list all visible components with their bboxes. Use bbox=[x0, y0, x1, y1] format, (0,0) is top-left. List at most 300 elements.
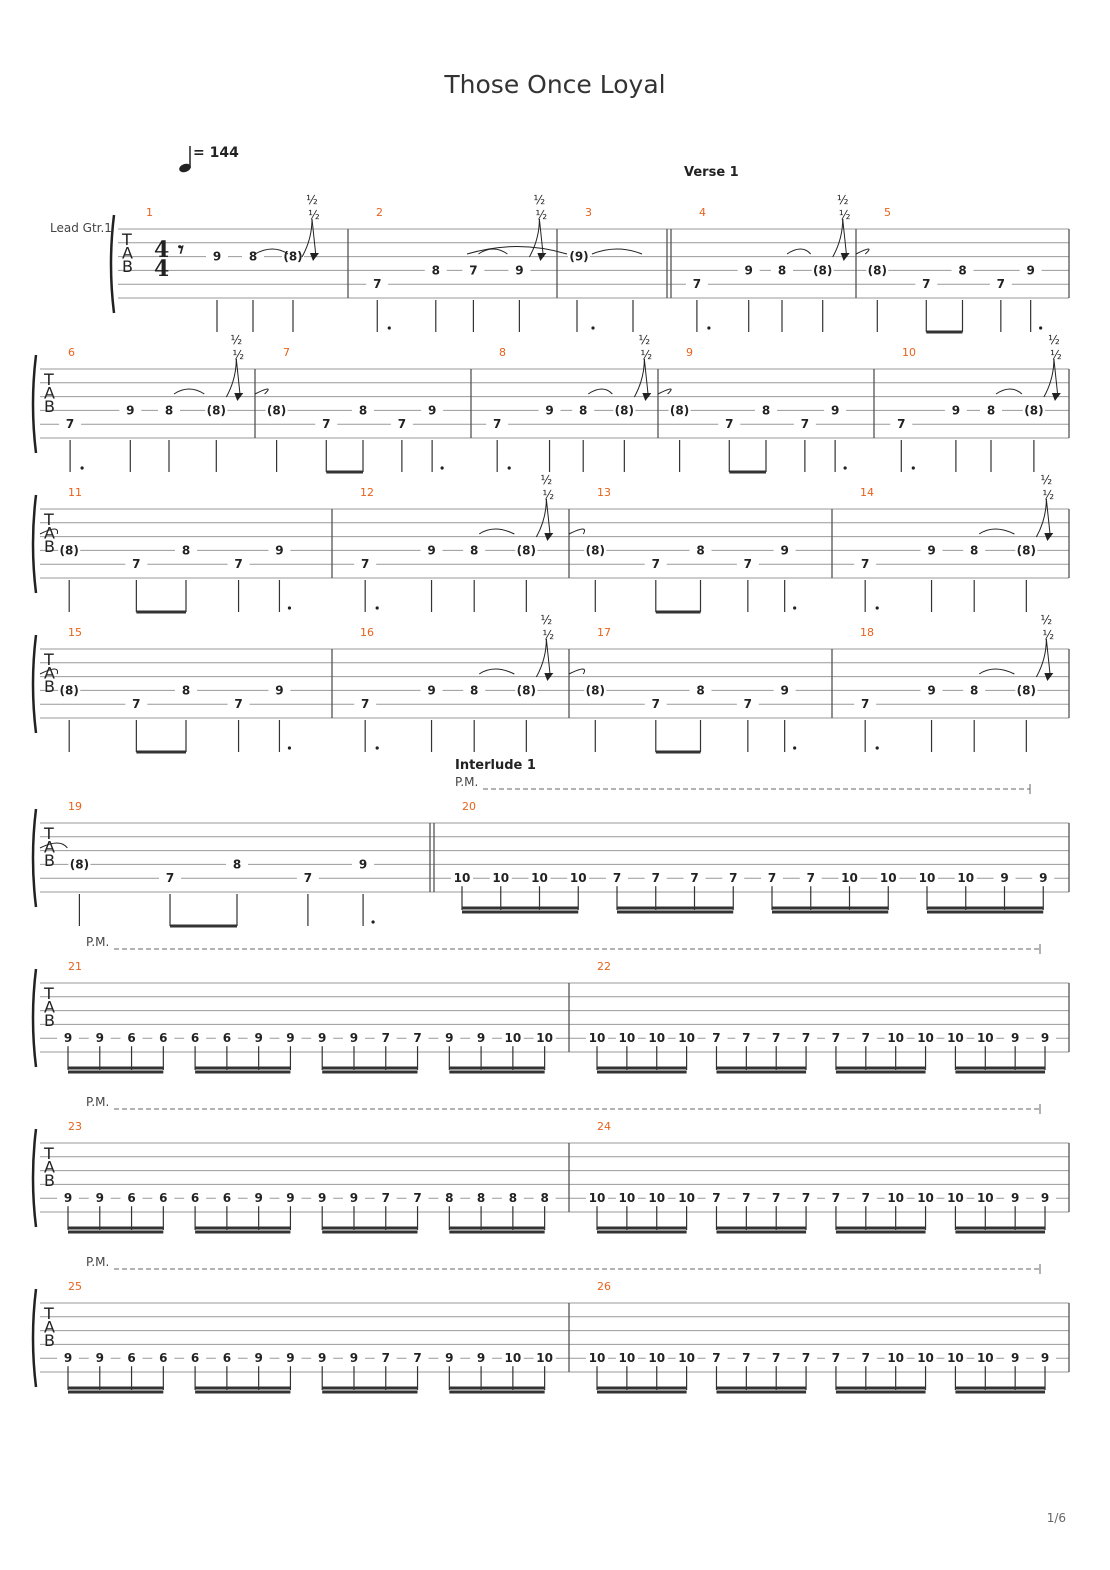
tab-clef-letter: A bbox=[122, 243, 133, 263]
dot bbox=[876, 746, 879, 749]
fret-number: 8 bbox=[540, 1191, 549, 1206]
bend-amount: ½ bbox=[540, 613, 553, 627]
fret-number: 10 bbox=[678, 1191, 695, 1206]
dot bbox=[508, 466, 511, 469]
fret-number: 7 bbox=[397, 417, 407, 432]
fret-number: 7 bbox=[742, 1031, 751, 1046]
fret-number: 10 bbox=[917, 1351, 934, 1366]
fret-number: 9 bbox=[1040, 1351, 1050, 1366]
fret-number: 9 bbox=[1040, 1031, 1050, 1046]
measure-number: 19 bbox=[68, 800, 82, 813]
fret-number: 7 bbox=[361, 557, 370, 572]
measure-number: 21 bbox=[68, 960, 82, 973]
fret-number: 10 bbox=[947, 1191, 964, 1206]
tab-clef-letter: A bbox=[44, 383, 55, 403]
fret-number: 9 bbox=[286, 1351, 295, 1366]
fret-number: 9 bbox=[1000, 871, 1009, 886]
fret-number: 8 bbox=[181, 683, 191, 698]
palm-mute-label: P.M. bbox=[86, 935, 110, 949]
bend-amount: ½ bbox=[230, 333, 243, 347]
fret-number: 7 bbox=[742, 1191, 751, 1206]
fret-number: 7 bbox=[651, 557, 660, 572]
tie bbox=[569, 669, 585, 674]
bend-curve bbox=[536, 499, 546, 537]
tie bbox=[856, 249, 869, 254]
track-label: Lead Gtr.1 bbox=[50, 221, 112, 235]
fret-number: 9 bbox=[95, 1031, 104, 1046]
fret-number: 8 bbox=[579, 403, 588, 418]
fret-number: 9 bbox=[254, 1351, 263, 1366]
fret-number: 9 bbox=[275, 683, 284, 698]
tie bbox=[255, 389, 268, 394]
fret-number: 9 bbox=[126, 403, 135, 418]
fret-number: (9) bbox=[569, 249, 589, 264]
measure-number: 26 bbox=[597, 1280, 611, 1293]
tab-clef-letter: B bbox=[44, 677, 55, 696]
release-curve bbox=[843, 219, 847, 257]
bend-curve bbox=[833, 219, 843, 257]
measure-number: 18 bbox=[860, 626, 874, 639]
fret-number: 10 bbox=[504, 1351, 522, 1366]
dot bbox=[1039, 326, 1042, 329]
fret-number: 9 bbox=[445, 1031, 454, 1046]
measure-number: 4 bbox=[699, 206, 706, 219]
fret-number: 8 bbox=[164, 403, 174, 418]
measure-number: 2 bbox=[376, 206, 383, 219]
fret-number: 9 bbox=[254, 1191, 263, 1206]
fret-number: (8) bbox=[69, 857, 90, 872]
fret-number: 7 bbox=[493, 417, 502, 432]
fret-number: 10 bbox=[618, 1191, 636, 1206]
tab-clef-letter: A bbox=[44, 523, 55, 543]
fret-number: 6 bbox=[127, 1031, 136, 1046]
bend-amount: ½ bbox=[306, 193, 318, 207]
dot bbox=[376, 606, 379, 609]
dot bbox=[793, 746, 796, 749]
measure-number: 7 bbox=[283, 346, 290, 359]
fret-number: 10 bbox=[917, 1031, 934, 1046]
tab-clef-letter: T bbox=[44, 984, 54, 1003]
tie bbox=[658, 389, 671, 394]
fret-number: 10 bbox=[887, 1351, 905, 1366]
fret-number: 9 bbox=[545, 403, 554, 418]
measure-number: 14 bbox=[860, 486, 874, 499]
fret-number: 10 bbox=[588, 1351, 606, 1366]
bend-amount-small: ½ bbox=[542, 488, 555, 502]
dot bbox=[441, 466, 444, 469]
fret-number: 6 bbox=[159, 1351, 168, 1366]
fret-number: 8 bbox=[508, 1191, 518, 1206]
fret-number: 7 bbox=[729, 871, 738, 886]
fret-number: 7 bbox=[996, 277, 1006, 292]
tab-clef-letter: A bbox=[44, 837, 55, 857]
fret-number: 8 bbox=[986, 403, 996, 418]
fret-number: 10 bbox=[678, 1351, 695, 1366]
fret-number: 9 bbox=[286, 1031, 295, 1046]
rest-symbol: 𝄾 bbox=[178, 237, 184, 263]
tab-clef-letter: A bbox=[44, 1317, 55, 1337]
fret-number: 8 bbox=[248, 249, 258, 264]
bend-curve bbox=[634, 359, 644, 397]
release-curve bbox=[236, 359, 240, 397]
system-brace bbox=[33, 809, 36, 907]
fret-number: 8 bbox=[958, 263, 967, 278]
system-brace bbox=[33, 635, 36, 733]
dot bbox=[81, 466, 84, 469]
fret-number: 9 bbox=[358, 857, 368, 872]
system-brace bbox=[33, 1289, 36, 1387]
fret-number: 10 bbox=[887, 1031, 905, 1046]
bend-amount-small: ½ bbox=[232, 348, 245, 362]
fret-number: 9 bbox=[63, 1191, 73, 1206]
fret-number: 7 bbox=[712, 1191, 721, 1206]
bend-amount: ½ bbox=[1040, 473, 1053, 487]
tab-clef-letter: A bbox=[44, 663, 55, 683]
fret-number: 7 bbox=[132, 697, 141, 712]
bend-amount: ½ bbox=[1048, 333, 1060, 347]
fret-number: (8) bbox=[1024, 403, 1044, 418]
system-brace bbox=[33, 495, 36, 593]
fret-number: (8) bbox=[1016, 543, 1037, 558]
fret-number: (8) bbox=[669, 403, 690, 418]
fret-number: 9 bbox=[830, 403, 840, 418]
fret-number: 7 bbox=[361, 697, 370, 712]
bend-curve bbox=[1036, 499, 1046, 537]
fret-number: 9 bbox=[318, 1191, 327, 1206]
fret-number: 9 bbox=[254, 1031, 263, 1046]
fret-number: 9 bbox=[318, 1031, 327, 1046]
measure-number: 15 bbox=[68, 626, 82, 639]
fret-number: 10 bbox=[492, 871, 510, 886]
bend-amount-small: ½ bbox=[640, 348, 653, 362]
tie bbox=[592, 249, 642, 254]
dot bbox=[793, 606, 796, 609]
fret-number: 7 bbox=[806, 871, 815, 886]
bend-amount: ½ bbox=[638, 333, 651, 347]
tab-clef-letter: B bbox=[44, 851, 55, 870]
tab-clef-letter: B bbox=[44, 397, 55, 416]
fret-number: (8) bbox=[516, 543, 537, 558]
fret-number: 7 bbox=[413, 1031, 422, 1046]
dot bbox=[388, 326, 391, 329]
bend-amount-small: ½ bbox=[542, 628, 555, 642]
tab-clef-letter: T bbox=[44, 370, 54, 389]
measure-number: 3 bbox=[585, 206, 592, 219]
fret-number: 7 bbox=[651, 871, 660, 886]
fret-number: 7 bbox=[767, 871, 777, 886]
tab-clef-letter: B bbox=[44, 1331, 55, 1350]
measure-number: 8 bbox=[499, 346, 506, 359]
fret-number: (8) bbox=[867, 263, 887, 278]
fret-number: 10 bbox=[957, 871, 975, 886]
fret-number: 6 bbox=[127, 1351, 136, 1366]
release-curve bbox=[312, 219, 316, 257]
dot bbox=[912, 466, 915, 469]
fret-number: 10 bbox=[887, 1191, 905, 1206]
fret-number: 9 bbox=[1010, 1031, 1020, 1046]
fret-number: 9 bbox=[427, 683, 436, 698]
fret-number: 7 bbox=[772, 1031, 781, 1046]
fret-number: 9 bbox=[1039, 871, 1048, 886]
fret-number: (8) bbox=[206, 403, 226, 418]
fret-number: 7 bbox=[831, 1031, 841, 1046]
fret-number: 9 bbox=[318, 1351, 327, 1366]
fret-number: 10 bbox=[917, 1191, 934, 1206]
fret-number: 10 bbox=[841, 871, 858, 886]
measure-number: 5 bbox=[884, 206, 891, 219]
bend-amount-small: ½ bbox=[535, 208, 548, 222]
palm-mute-label: P.M. bbox=[86, 1255, 110, 1269]
bend-amount: ½ bbox=[1040, 613, 1053, 627]
fret-number: 7 bbox=[303, 871, 313, 886]
measure-number: 12 bbox=[360, 486, 374, 499]
fret-number: 8 bbox=[181, 543, 191, 558]
fret-number: 6 bbox=[159, 1031, 168, 1046]
fret-number: 9 bbox=[275, 543, 284, 558]
fret-number: 10 bbox=[504, 1031, 522, 1046]
tie bbox=[467, 247, 567, 255]
fret-number: 7 bbox=[801, 1191, 811, 1206]
fret-number: 10 bbox=[648, 1191, 666, 1206]
system-brace bbox=[33, 969, 36, 1067]
fret-number: 6 bbox=[190, 1031, 200, 1046]
bend-curve bbox=[1036, 639, 1046, 677]
fret-number: 9 bbox=[744, 263, 753, 278]
tie bbox=[569, 529, 585, 534]
dot bbox=[876, 606, 879, 609]
dot bbox=[844, 466, 847, 469]
fret-number: 6 bbox=[222, 1351, 232, 1366]
fret-number: 8 bbox=[358, 403, 368, 418]
fret-number: 8 bbox=[470, 683, 479, 698]
fret-number: 7 bbox=[861, 1191, 870, 1206]
fret-number: 8 bbox=[761, 403, 771, 418]
measure-number: 11 bbox=[68, 486, 82, 499]
bend-curve bbox=[1044, 359, 1054, 397]
fret-number: 9 bbox=[780, 543, 789, 558]
tab-clef-letter: A bbox=[44, 1157, 55, 1177]
slur bbox=[479, 669, 514, 674]
fret-number: 7 bbox=[743, 697, 753, 712]
system-brace bbox=[33, 1129, 36, 1227]
slur bbox=[996, 389, 1022, 394]
system-brace bbox=[111, 215, 114, 313]
fret-number: 8 bbox=[232, 857, 242, 872]
fret-number: 10 bbox=[618, 1351, 636, 1366]
system-brace bbox=[33, 355, 36, 453]
tab-clef-letter: A bbox=[44, 997, 55, 1017]
fret-number: 7 bbox=[922, 277, 931, 292]
fret-number: 7 bbox=[65, 417, 75, 432]
fret-number: 7 bbox=[612, 871, 622, 886]
fret-number: 9 bbox=[349, 1351, 359, 1366]
release-curve bbox=[1046, 639, 1050, 677]
fret-number: (8) bbox=[585, 543, 605, 558]
fret-number: 7 bbox=[742, 1351, 751, 1366]
fret-number: 9 bbox=[63, 1031, 73, 1046]
fret-number: 10 bbox=[588, 1031, 606, 1046]
bend-curve bbox=[529, 219, 539, 257]
release-curve bbox=[546, 499, 550, 537]
fret-number: 10 bbox=[536, 1031, 553, 1046]
fret-number: 7 bbox=[772, 1191, 781, 1206]
fret-number: 8 bbox=[696, 683, 705, 698]
measure-number: 25 bbox=[68, 1280, 82, 1293]
fret-number: 7 bbox=[381, 1031, 390, 1046]
dot bbox=[371, 920, 374, 923]
time-signature-bottom: 4 bbox=[154, 256, 170, 282]
fret-number: 9 bbox=[212, 249, 222, 264]
fret-number: 7 bbox=[801, 1031, 811, 1046]
fret-number: 7 bbox=[712, 1031, 721, 1046]
measure-number: 17 bbox=[597, 626, 611, 639]
fret-number: 7 bbox=[831, 1351, 841, 1366]
fret-number: 7 bbox=[725, 417, 734, 432]
bend-curve bbox=[226, 359, 236, 397]
fret-number: 6 bbox=[222, 1191, 232, 1206]
fret-number: 6 bbox=[222, 1031, 232, 1046]
fret-number: (8) bbox=[59, 543, 79, 558]
dot bbox=[591, 326, 594, 329]
bend-amount-small: ½ bbox=[838, 208, 851, 222]
fret-number: 6 bbox=[190, 1191, 200, 1206]
fret-number: 8 bbox=[476, 1191, 486, 1206]
fret-number: 7 bbox=[861, 557, 870, 572]
fret-number: 9 bbox=[1026, 263, 1035, 278]
fret-number: 10 bbox=[453, 871, 471, 886]
bend-amount: ½ bbox=[540, 473, 553, 487]
section-label-interlude: Interlude 1 bbox=[455, 758, 536, 773]
fret-number: 9 bbox=[927, 543, 936, 558]
slur bbox=[588, 389, 612, 394]
release-curve bbox=[1054, 359, 1058, 397]
fret-number: 10 bbox=[976, 1191, 994, 1206]
fret-number: 7 bbox=[413, 1191, 422, 1206]
bend-amount-small: ½ bbox=[308, 208, 320, 222]
fret-number: 10 bbox=[648, 1031, 666, 1046]
fret-number: 7 bbox=[373, 277, 382, 292]
section-label-verse: Verse 1 bbox=[684, 165, 739, 180]
tab-clef-letter: T bbox=[122, 230, 132, 249]
fret-number: 9 bbox=[515, 263, 524, 278]
fret-number: 7 bbox=[651, 697, 660, 712]
bend-amount-small: ½ bbox=[1042, 628, 1055, 642]
fret-number: 8 bbox=[431, 263, 440, 278]
measure-number: 23 bbox=[68, 1120, 82, 1133]
fret-number: 7 bbox=[861, 1031, 870, 1046]
measure-number: 13 bbox=[597, 486, 611, 499]
fret-number: 10 bbox=[879, 871, 897, 886]
fret-number: 7 bbox=[743, 557, 753, 572]
tab-clef-letter: T bbox=[44, 650, 54, 669]
measure-number: 10 bbox=[902, 346, 916, 359]
slur bbox=[979, 669, 1014, 674]
slur bbox=[787, 249, 811, 254]
measure-number: 6 bbox=[68, 346, 75, 359]
fret-number: 10 bbox=[569, 871, 587, 886]
fret-number: 7 bbox=[322, 417, 331, 432]
tab-clef-letter: T bbox=[44, 824, 54, 843]
fret-number: 7 bbox=[469, 263, 478, 278]
fret-number: 7 bbox=[861, 697, 870, 712]
palm-mute-label: P.M. bbox=[455, 775, 479, 789]
fret-number: 9 bbox=[63, 1351, 73, 1366]
slur bbox=[479, 529, 514, 534]
palm-mute-label: P.M. bbox=[86, 1095, 110, 1109]
fret-number: 7 bbox=[801, 1351, 811, 1366]
fret-number: 8 bbox=[970, 543, 979, 558]
tab-clef-letter: B bbox=[122, 257, 133, 276]
dot bbox=[288, 606, 291, 609]
dot bbox=[707, 326, 710, 329]
bend-amount-small: ½ bbox=[1042, 488, 1055, 502]
release-curve bbox=[1046, 499, 1050, 537]
tab-clef-letter: T bbox=[44, 1304, 54, 1323]
release-curve bbox=[644, 359, 648, 397]
fret-number: 10 bbox=[531, 871, 548, 886]
tab-clef-letter: B bbox=[44, 537, 55, 556]
fret-number: (8) bbox=[1016, 683, 1037, 698]
bend-amount: ½ bbox=[836, 193, 849, 207]
fret-number: 7 bbox=[165, 871, 175, 886]
fret-number: 7 bbox=[132, 557, 141, 572]
fret-number: 10 bbox=[947, 1031, 964, 1046]
fret-number: 10 bbox=[618, 1031, 636, 1046]
fret-number: 9 bbox=[476, 1351, 486, 1366]
song-title: Those Once Loyal bbox=[444, 70, 666, 99]
measure-number: 9 bbox=[686, 346, 693, 359]
tab-clef-letter: T bbox=[44, 1144, 54, 1163]
release-curve bbox=[539, 219, 543, 257]
measure-number: 1 bbox=[146, 206, 153, 219]
fret-number: 9 bbox=[1010, 1191, 1020, 1206]
fret-number: 8 bbox=[696, 543, 705, 558]
measure-number: 16 bbox=[360, 626, 374, 639]
measure-number: 20 bbox=[462, 800, 476, 813]
fret-number: 7 bbox=[831, 1191, 841, 1206]
tab-clef-letter: B bbox=[44, 1171, 55, 1190]
fret-number: 6 bbox=[159, 1191, 168, 1206]
time-signature-top: 4 bbox=[154, 237, 170, 263]
fret-number: 10 bbox=[536, 1351, 553, 1366]
fret-number: 9 bbox=[780, 683, 789, 698]
fret-number: 7 bbox=[897, 417, 906, 432]
bend-curve bbox=[536, 639, 546, 677]
fret-number: 10 bbox=[648, 1351, 666, 1366]
fret-number: 7 bbox=[234, 557, 243, 572]
fret-number: 7 bbox=[861, 1351, 870, 1366]
fret-number: 10 bbox=[976, 1031, 994, 1046]
fret-number: 10 bbox=[947, 1351, 964, 1366]
bend-amount: ½ bbox=[533, 193, 546, 207]
fret-number: (8) bbox=[516, 683, 537, 698]
fret-number: (8) bbox=[813, 263, 833, 278]
fret-number: 7 bbox=[234, 697, 243, 712]
fret-number: 9 bbox=[951, 403, 961, 418]
fret-number: (8) bbox=[614, 403, 635, 418]
dot bbox=[376, 746, 379, 749]
tab-clef-letter: T bbox=[44, 510, 54, 529]
slur bbox=[979, 529, 1014, 534]
fret-number: 7 bbox=[690, 871, 699, 886]
fret-number: 7 bbox=[413, 1351, 422, 1366]
fret-number: 9 bbox=[427, 403, 437, 418]
fret-number: 9 bbox=[95, 1351, 104, 1366]
fret-number: 8 bbox=[970, 683, 979, 698]
fret-number: 9 bbox=[476, 1031, 486, 1046]
bend-amount-small: ½ bbox=[1050, 348, 1062, 362]
fret-number: 10 bbox=[976, 1351, 994, 1366]
